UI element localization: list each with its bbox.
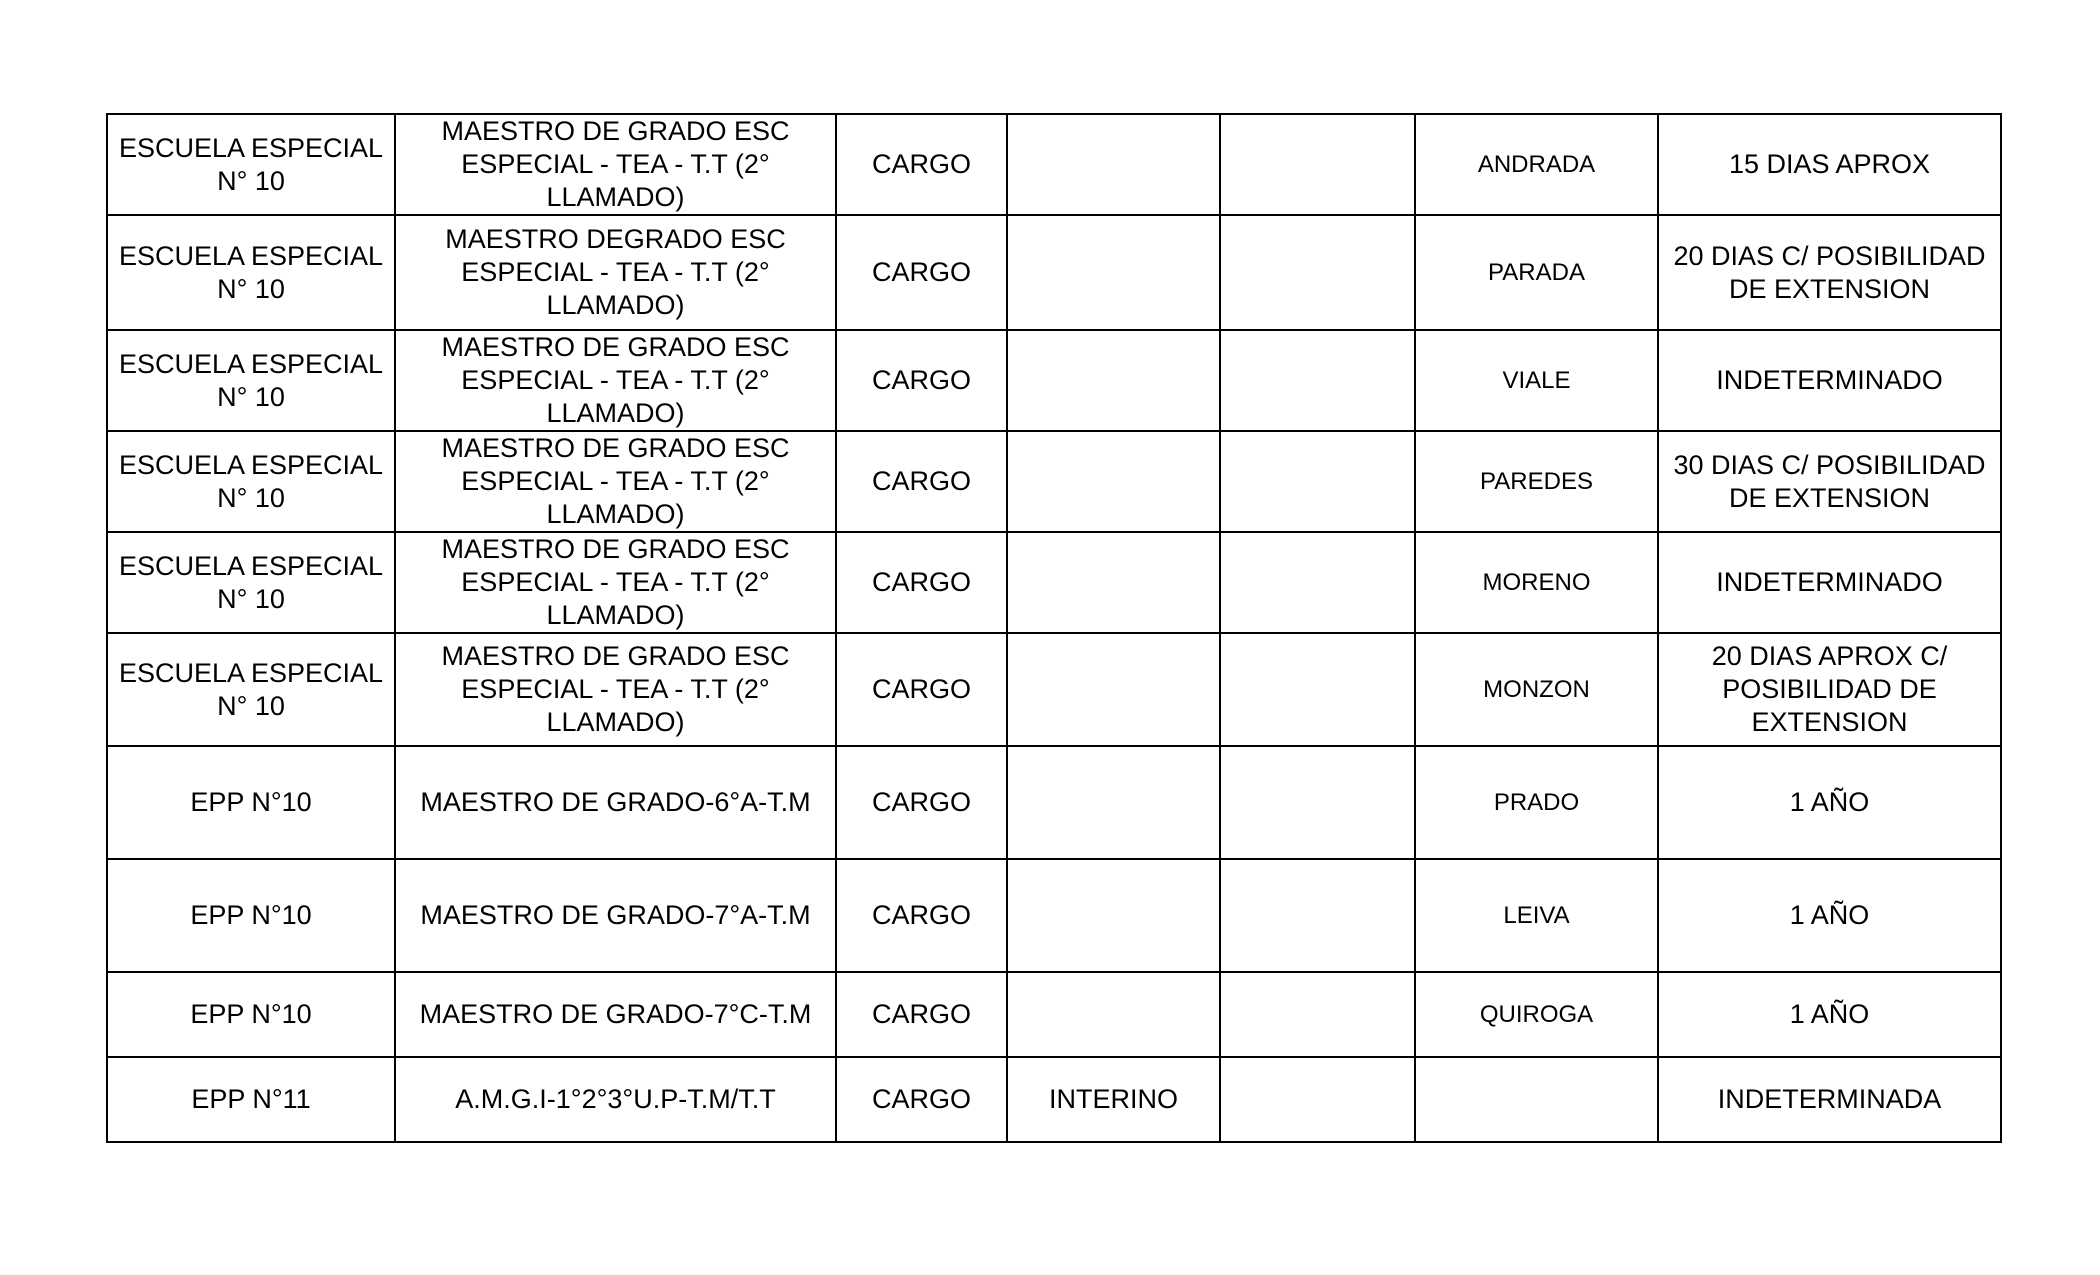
cell-escuela: EPP N°10 [107, 972, 395, 1057]
table-row [107, 532, 2001, 633]
cell-empty [1220, 215, 1415, 330]
cell-duracion: INDETERMINADO [1658, 532, 2001, 633]
cell-docente: MORENO [1415, 532, 1658, 633]
cell-escuela: EPP N°10 [107, 859, 395, 972]
cell-empty [1220, 330, 1415, 431]
cell-situacion: INTERINO [1007, 1057, 1220, 1142]
cell-cargo-desc: MAESTRO DE GRADO-7°A-T.M [395, 859, 836, 972]
cell-escuela: EPP N°11 [107, 1057, 395, 1142]
cell-docente: QUIROGA [1415, 972, 1658, 1057]
table-row [107, 114, 2001, 215]
cell-tipo: CARGO [836, 532, 1007, 633]
cell-escuela: ESCUELA ESPECIAL N° 10 [107, 532, 395, 633]
table-row [107, 1057, 2001, 1142]
cell-duracion: 15 DIAS APROX [1658, 114, 2001, 215]
table-row [107, 330, 2001, 431]
cell-escuela: ESCUELA ESPECIAL N° 10 [107, 431, 395, 532]
cell-docente: MONZON [1415, 633, 1658, 746]
cell-duracion: 20 DIAS C/ POSIBILIDAD DE EXTENSION [1658, 215, 2001, 330]
cell-docente: LEIVA [1415, 859, 1658, 972]
cell-cargo-desc: MAESTRO DE GRADO ESC ESPECIAL - TEA - T.T (2° LLAMADO) [395, 633, 836, 746]
table-row [107, 431, 2001, 532]
cell-cargo-desc: MAESTRO DEGRADO ESC ESPECIAL - TEA - T.T (2° LLAMADO) [395, 215, 836, 330]
cell-docente [1415, 1057, 1658, 1142]
cell-escuela: ESCUELA ESPECIAL N° 10 [107, 215, 395, 330]
table-row [107, 746, 2001, 859]
cell-empty [1220, 972, 1415, 1057]
cell-tipo: CARGO [836, 215, 1007, 330]
cell-tipo: CARGO [836, 633, 1007, 746]
cell-situacion [1007, 859, 1220, 972]
cell-tipo: CARGO [836, 1057, 1007, 1142]
cell-escuela: ESCUELA ESPECIAL N° 10 [107, 330, 395, 431]
cell-empty [1220, 114, 1415, 215]
cell-situacion [1007, 633, 1220, 746]
cell-duracion: 1 AÑO [1658, 746, 2001, 859]
cell-escuela: ESCUELA ESPECIAL N° 10 [107, 633, 395, 746]
cell-cargo-desc: A.M.G.I-1°2°3°U.P-T.M/T.T [395, 1057, 836, 1142]
cell-duracion: 1 AÑO [1658, 972, 2001, 1057]
cell-duracion: 30 DIAS C/ POSIBILIDAD DE EXTENSION [1658, 431, 2001, 532]
cell-cargo-desc: MAESTRO DE GRADO ESC ESPECIAL - TEA - T.T (2° LLAMADO) [395, 330, 836, 431]
cell-docente: PRADO [1415, 746, 1658, 859]
cell-situacion [1007, 532, 1220, 633]
cell-cargo-desc: MAESTRO DE GRADO ESC ESPECIAL - TEA - T.T (2° LLAMADO) [395, 114, 836, 215]
cell-cargo-desc: MAESTRO DE GRADO-7°C-T.M [395, 972, 836, 1057]
cell-cargo-desc: MAESTRO DE GRADO ESC ESPECIAL - TEA - T.T (2° LLAMADO) [395, 532, 836, 633]
cell-duracion: INDETERMINADO [1658, 330, 2001, 431]
cell-empty [1220, 859, 1415, 972]
table-row [107, 633, 2001, 746]
cell-situacion [1007, 330, 1220, 431]
cell-tipo: CARGO [836, 330, 1007, 431]
cell-tipo: CARGO [836, 972, 1007, 1057]
cell-docente: PAREDES [1415, 431, 1658, 532]
table-row [107, 859, 2001, 972]
cell-docente: ANDRADA [1415, 114, 1658, 215]
cell-tipo: CARGO [836, 431, 1007, 532]
cell-docente: PARADA [1415, 215, 1658, 330]
cell-situacion [1007, 972, 1220, 1057]
cell-empty [1220, 746, 1415, 859]
cell-escuela: ESCUELA ESPECIAL N° 10 [107, 114, 395, 215]
cell-empty [1220, 1057, 1415, 1142]
cell-duracion: 1 AÑO [1658, 859, 2001, 972]
cell-situacion [1007, 215, 1220, 330]
cell-tipo: CARGO [836, 859, 1007, 972]
cell-situacion [1007, 746, 1220, 859]
table-row [107, 215, 2001, 330]
cell-situacion [1007, 431, 1220, 532]
cell-docente: VIALE [1415, 330, 1658, 431]
cell-empty [1220, 532, 1415, 633]
cell-cargo-desc: MAESTRO DE GRADO ESC ESPECIAL - TEA - T.T (2° LLAMADO) [395, 431, 836, 532]
cell-duracion: 20 DIAS APROX C/ POSIBILIDAD DE EXTENSION [1658, 633, 2001, 746]
table-row [107, 972, 2001, 1057]
cell-empty [1220, 431, 1415, 532]
cell-escuela: EPP N°10 [107, 746, 395, 859]
cell-cargo-desc: MAESTRO DE GRADO-6°A-T.M [395, 746, 836, 859]
cell-empty [1220, 633, 1415, 746]
cell-tipo: CARGO [836, 746, 1007, 859]
cell-tipo: CARGO [836, 114, 1007, 215]
cell-situacion [1007, 114, 1220, 215]
vacancy-table [106, 113, 2002, 1143]
cell-duracion: INDETERMINADA [1658, 1057, 2001, 1142]
